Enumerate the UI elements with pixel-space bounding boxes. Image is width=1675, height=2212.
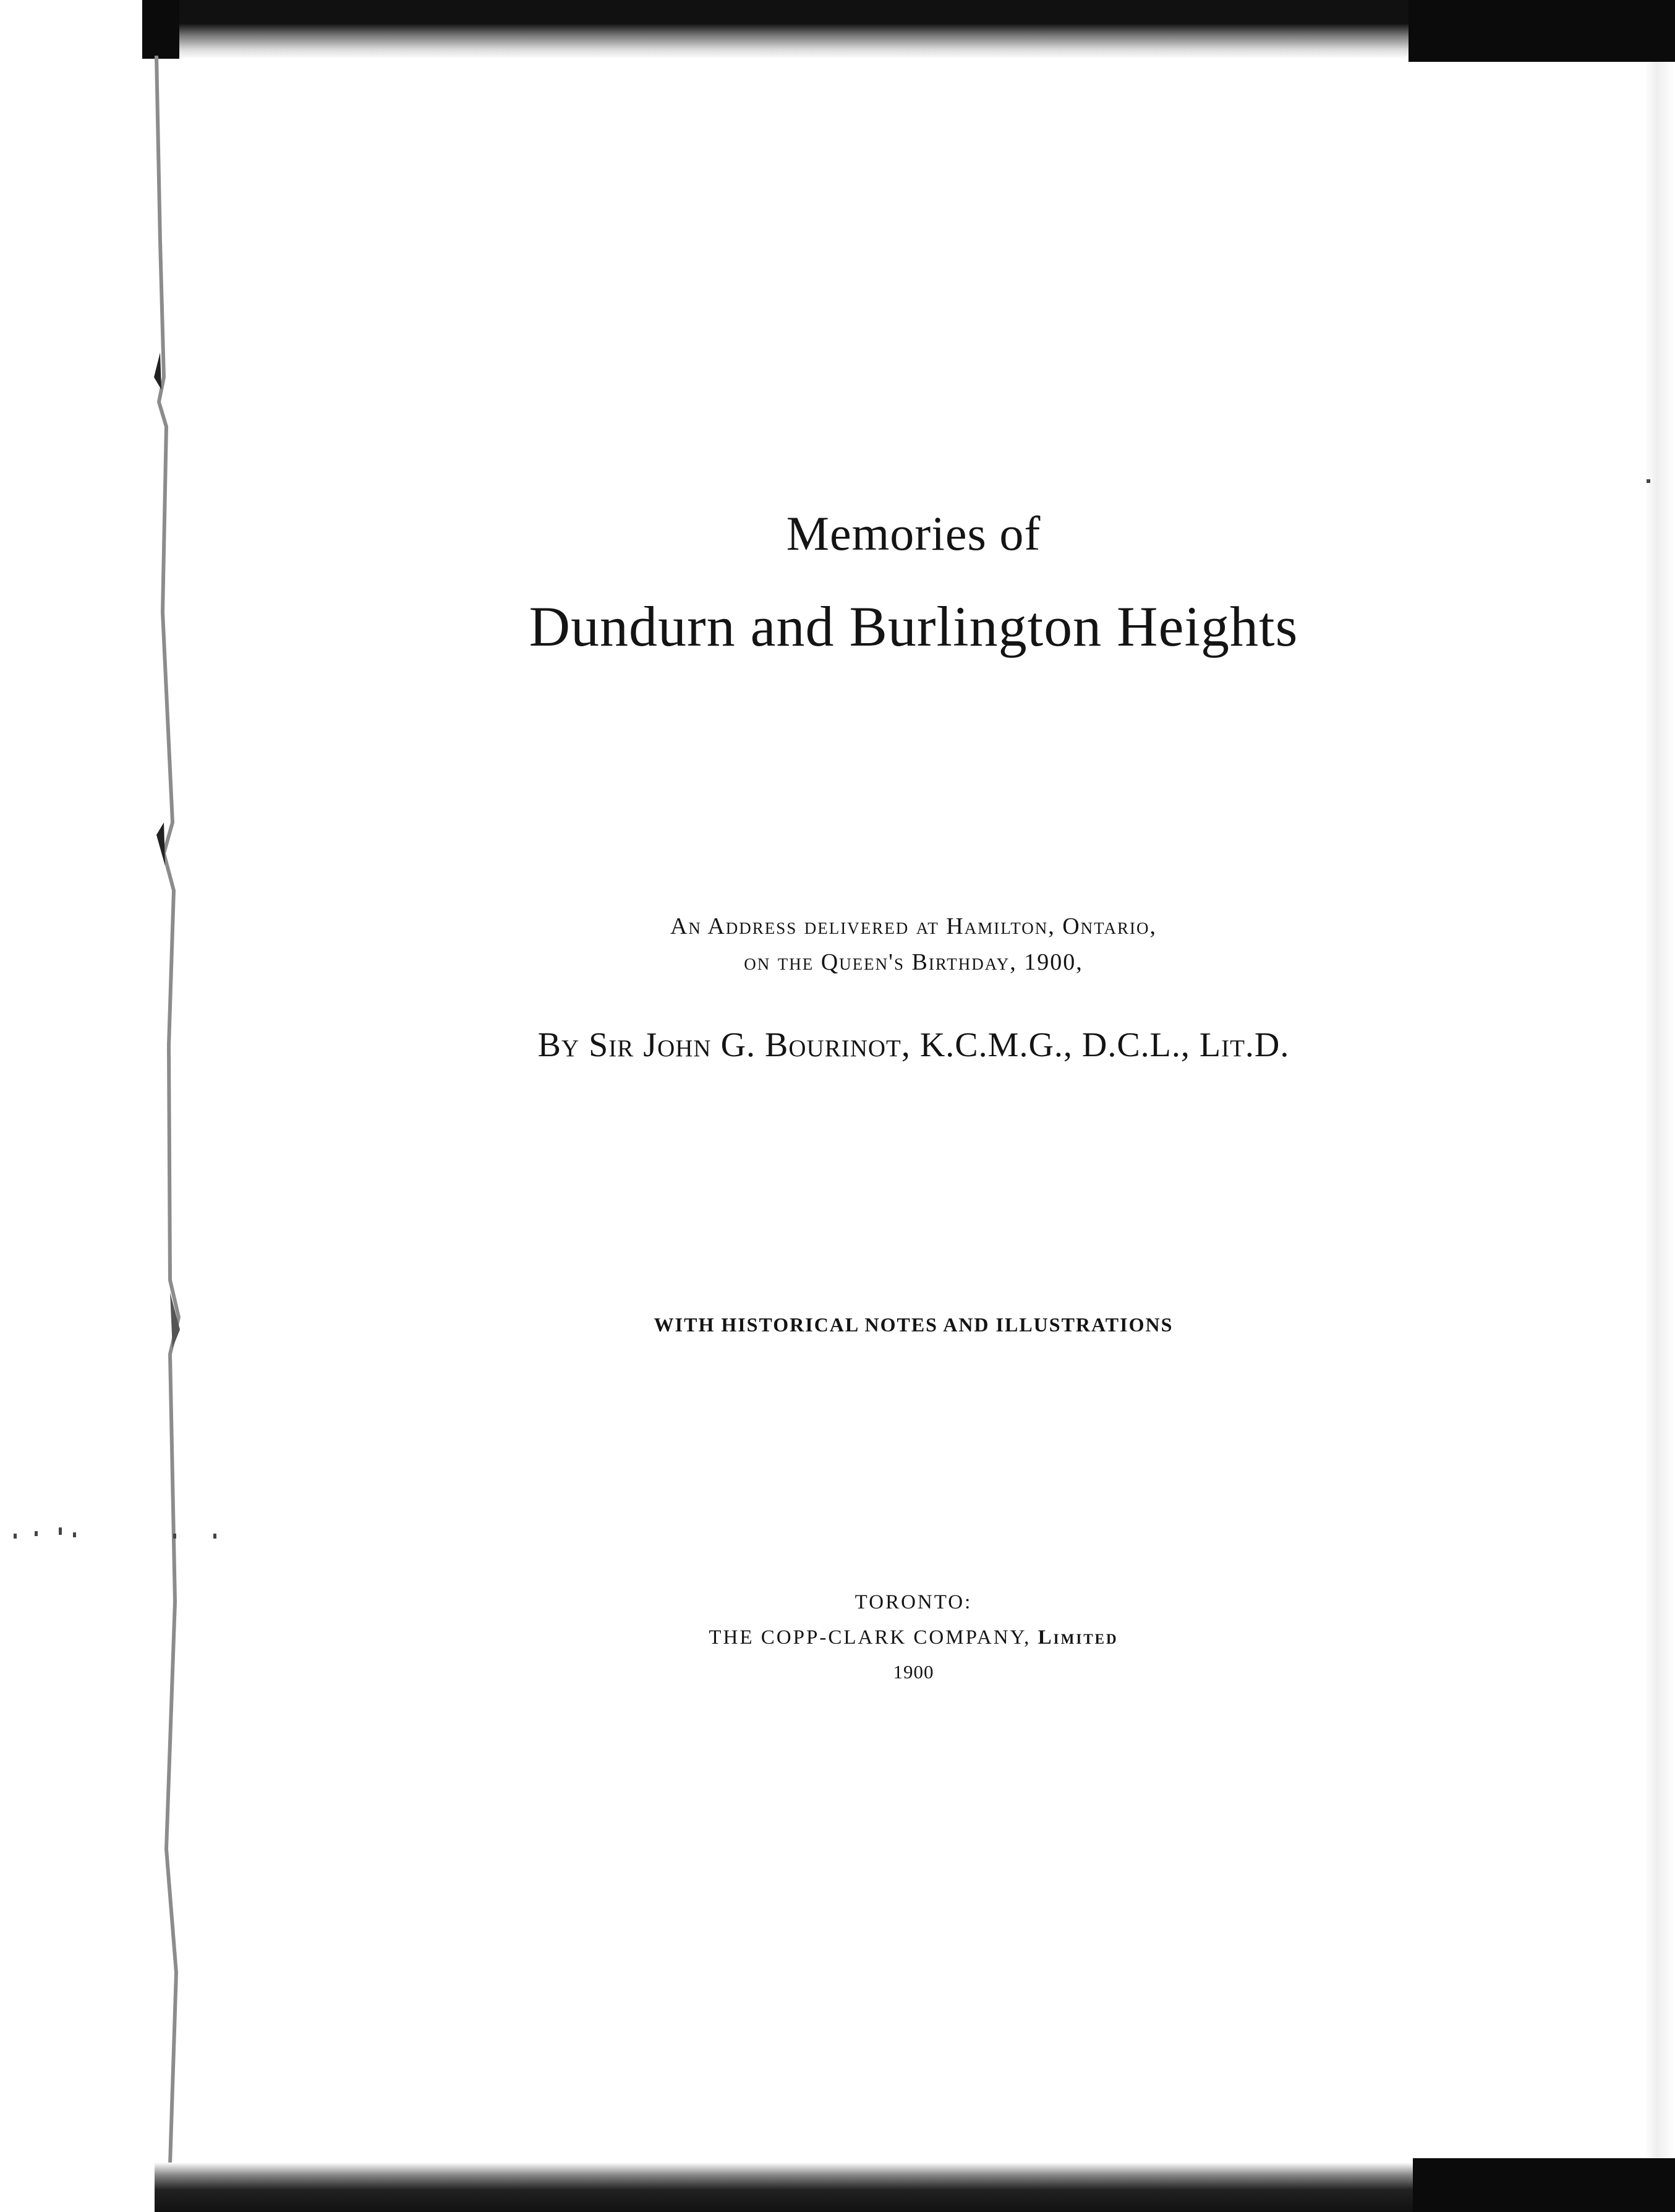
scan-speck — [73, 1532, 76, 1537]
author-line: By Sir John G. Bourinot, K.C.M.G., D.C.L., Lit.D. — [537, 1026, 1290, 1064]
address-line-2: on the Queen's Birthday, 1900, — [744, 949, 1083, 975]
publisher-name: THE COPP-CLARK COMPANY, — [709, 1626, 1031, 1649]
publisher-suffix: Limited — [1038, 1626, 1119, 1649]
title-page-content — [182, 0, 1645, 2212]
scan-speck — [35, 1531, 38, 1536]
book-title: Dundurn and Burlington Heights — [529, 595, 1298, 658]
scan-speck — [173, 1534, 176, 1539]
imprint-year: 1900 — [893, 1661, 934, 1683]
address-line-1: An Address delivered at Hamilton, Ontario, — [670, 913, 1157, 939]
torn-binding-edge — [151, 56, 182, 2164]
scan-speck — [14, 1534, 17, 1539]
notes-line: WITH HISTORICAL NOTES AND ILLUSTRATIONS — [654, 1313, 1174, 1336]
imprint-city: TORONTO: — [855, 1591, 973, 1613]
scan-corner-top-left — [142, 0, 179, 59]
scan-speck — [1647, 479, 1650, 483]
pretitle: Memories of — [786, 506, 1041, 560]
scan-edge-right — [1645, 62, 1675, 2158]
scan-speck — [59, 1527, 62, 1535]
imprint-publisher — [182, 1626, 1645, 1649]
